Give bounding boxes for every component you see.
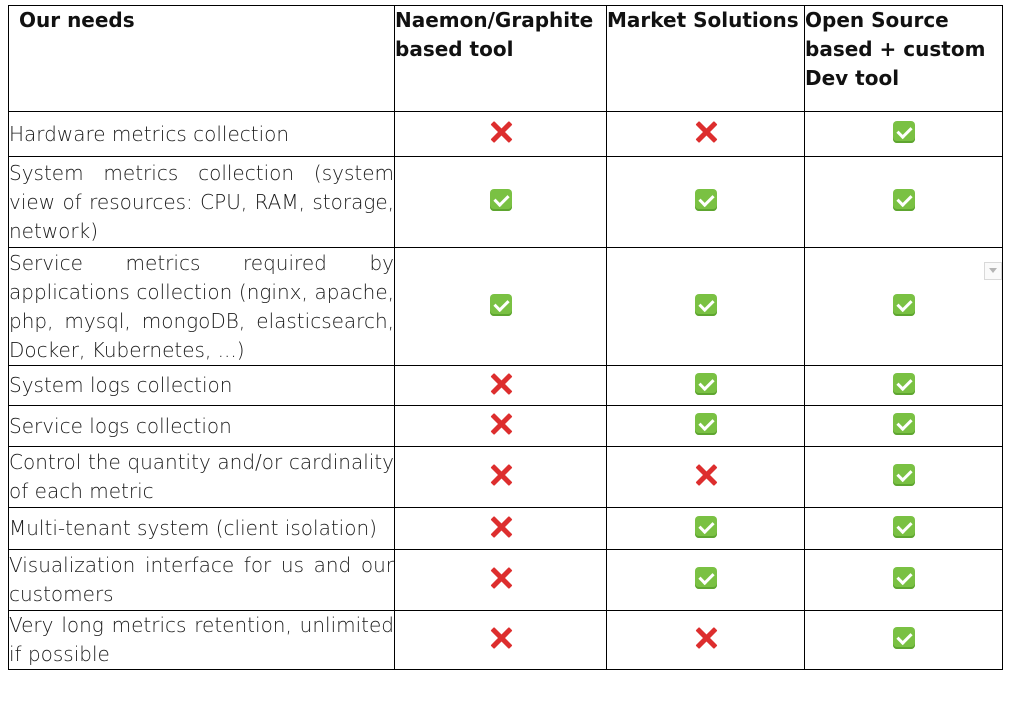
table-row [9,366,1003,406]
table-row [9,112,1003,157]
check-mark-icon [490,294,512,316]
check-mark-icon [695,189,717,211]
status-cell [395,406,607,447]
header-market-solutions: Market Solutions [607,6,805,112]
status-cell [607,406,805,447]
cross-mark-icon [490,627,512,649]
check-mark-icon [893,189,915,211]
header-naemon-graphite: Naemon/Graphite based tool [395,6,607,112]
status-cell [607,112,805,157]
status-cell [607,611,805,670]
status-cell [805,508,1003,550]
need-cell: Service metrics required by applications collection (nginx, apache, php, mysql, mongoDB, elasticsearch, Docker, Kubernetes, ...) [9,248,395,366]
check-mark-icon [893,627,915,649]
cross-mark-icon [490,464,512,486]
check-mark-icon [893,464,915,486]
table-row [9,248,1003,366]
status-cell [607,248,805,366]
status-cell [805,550,1003,611]
need-cell: Multi-tenant system (client isolation) [9,508,395,550]
table-row [9,550,1003,611]
need-cell: Hardware metrics collection [9,112,395,157]
table-row [9,157,1003,248]
check-mark-icon [490,189,512,211]
status-cell [805,611,1003,670]
cross-mark-icon [695,464,717,486]
status-cell [395,508,607,550]
status-cell [805,406,1003,447]
need-cell: Very long metrics retention, unlimited if possible [9,611,395,670]
status-cell [607,157,805,248]
check-mark-icon [893,516,915,538]
cross-mark-icon [490,413,512,435]
status-cell [805,248,1003,366]
check-mark-icon [695,413,717,435]
status-cell [805,366,1003,406]
status-cell [395,112,607,157]
need-cell: Control the quantity and/or cardinality of each metric [9,447,395,508]
cross-mark-icon [490,121,512,143]
need-cell: Service logs collection [9,406,395,447]
check-mark-icon [695,516,717,538]
status-cell [395,447,607,508]
status-cell [395,611,607,670]
cross-mark-icon [490,373,512,395]
status-cell [395,366,607,406]
need-cell: Visualization interface for us and our customers [9,550,395,611]
cross-mark-icon [695,121,717,143]
table-row [9,447,1003,508]
cross-mark-icon [490,567,512,589]
check-mark-icon [893,373,915,395]
status-cell [805,112,1003,157]
need-cell: System logs collection [9,366,395,406]
header-open-source: Open Source based + custom Dev tool [805,6,1003,112]
table-row [9,611,1003,670]
status-cell [607,508,805,550]
header-our-needs: Our needs [9,6,395,112]
cross-mark-icon [490,516,512,538]
status-cell [395,157,607,248]
check-mark-icon [893,413,915,435]
status-cell [607,550,805,611]
header-row [9,6,1003,112]
cross-mark-icon [695,627,717,649]
needs-comparison-table [8,5,1003,670]
table-row [9,406,1003,447]
status-cell [607,366,805,406]
check-mark-icon [695,567,717,589]
table-row [9,508,1003,550]
status-cell [805,157,1003,248]
status-cell [607,447,805,508]
need-cell: System metrics collection (system view of resources: CPU, RAM, storage, network) [9,157,395,248]
dropdown-toggle-icon[interactable] [984,262,1002,280]
status-cell [395,248,607,366]
check-mark-icon [893,294,915,316]
status-cell [395,550,607,611]
check-mark-icon [695,373,717,395]
check-mark-icon [893,567,915,589]
check-mark-icon [695,294,717,316]
check-mark-icon [893,121,915,143]
status-cell [805,447,1003,508]
